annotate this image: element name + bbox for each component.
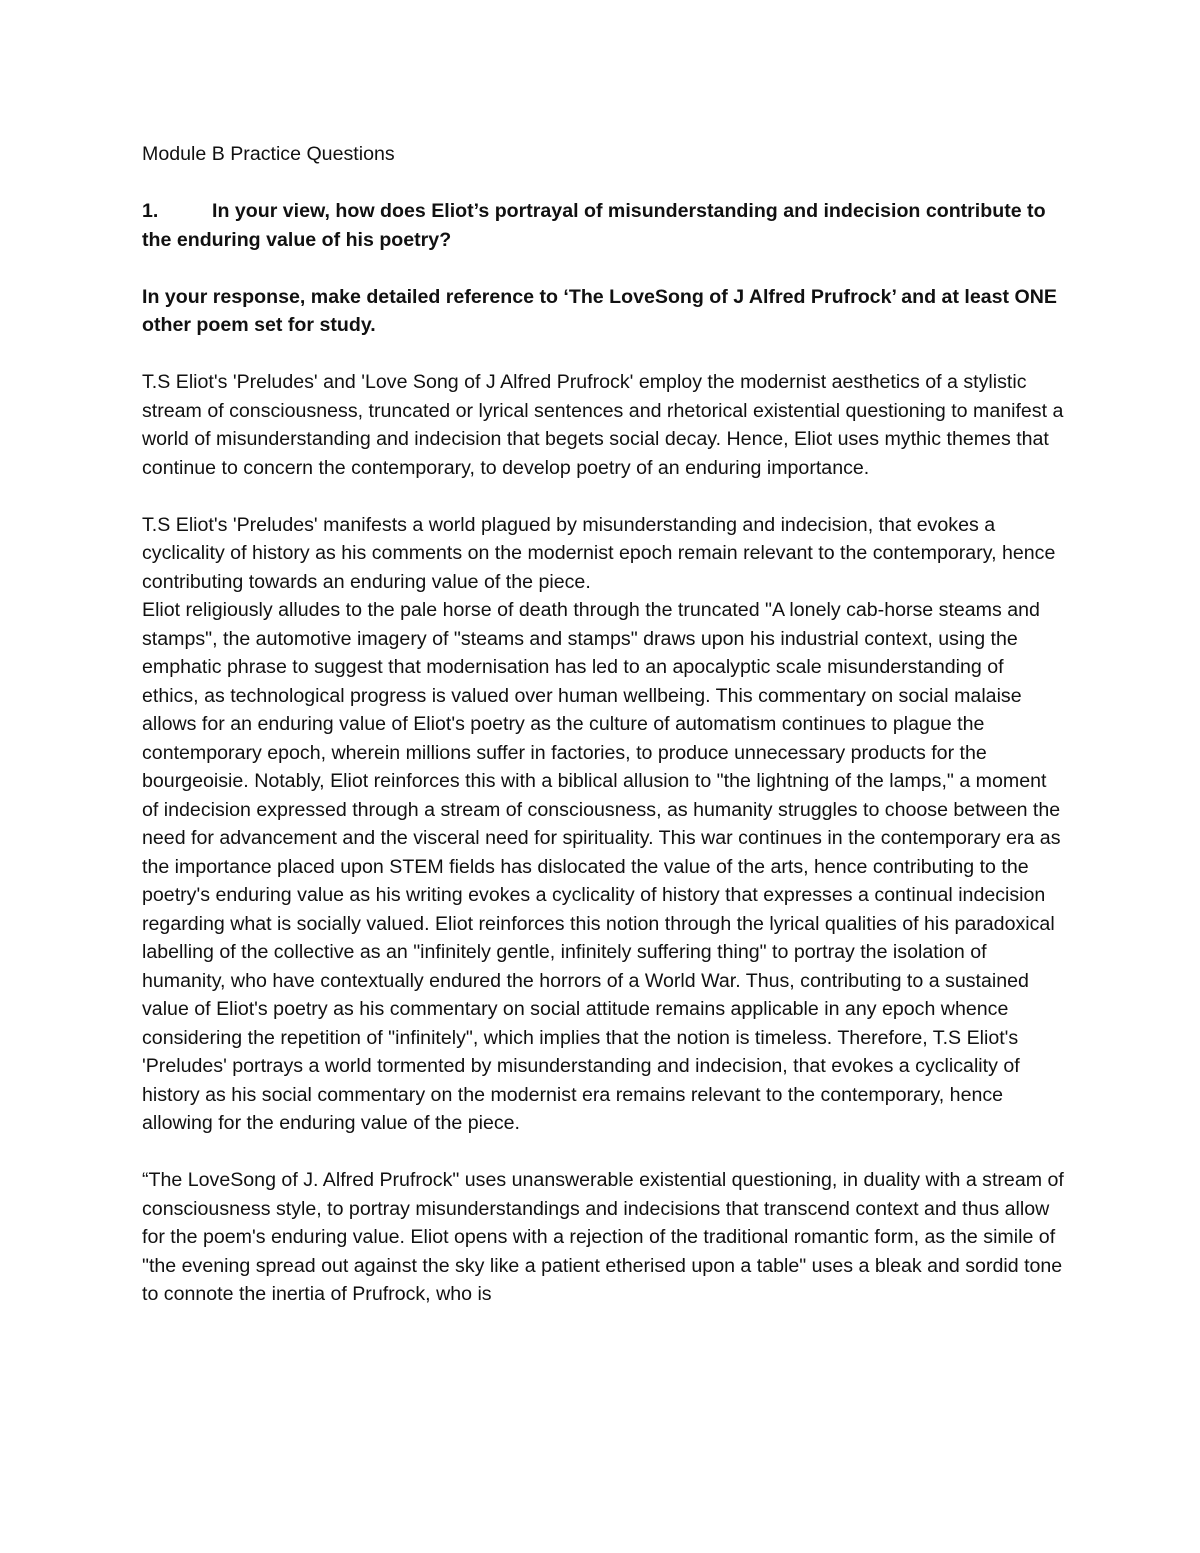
document-body [142, 140, 1064, 1309]
paragraph-prufrock: “The LoveSong of J. Alfred Prufrock" uses unanswerable existential questioning, in duality with a stream of consciousness style, to portray misunderstandings and indecisions that transcend context and thus allow for the poem's enduring value. Eliot opens with a rejection of the traditional romantic form, as the simile of "the evening spread out against the sky like a patient etherised upon a table" uses a bleak and sordid tone to connote the inertia of Prufrock, who is [142, 1169, 1064, 1305]
paragraph-spacer [142, 1138, 1064, 1167]
question-1 [142, 197, 1064, 254]
paragraph-spacer [142, 482, 1064, 511]
paragraph-preludes-topic: T.S Eliot's 'Preludes' manifests a world plagued by misunderstanding and indecision, that evokes a cyclicality of history as his comments on the modernist epoch remain relevant to the contemporary, hence contributing towards an enduring value of the piece. [142, 513, 1056, 593]
document-title: Module B Practice Questions [142, 143, 395, 165]
paragraph-preludes-body: Eliot religiously alludes to the pale horse of death through the truncated "A lonely cab-horse steams and stamps", the automotive imagery of "steams and stamps" draws upon his industrial context, using the emphatic phrase to suggest that modernisation has led to an apocalyptic scale misunderstanding of ethics, as technological progress is valued over human wellbeing. This commentary on social malaise allows for an enduring value of Eliot's poetry as the culture of automatism continues to plague the contemporary epoch, wherein millions suffer in factories, to produce unnecessary products for the bourgeoisie. Notably, Eliot reinforces this with a biblical allusion to "the lightning of the lamps," a moment of indecision expressed through a stream of consciousness, as humanity struggles to choose between the need for advancement and the visceral need for spirituality. This war continues in the contemporary era as the importance placed upon STEM fields has dislocated the value of the arts, hence contributing to the poetry's enduring value as his writing evokes a cyclicality of history that expresses a continual indecision regarding what is socially valued. Eliot reinforces this notion through the lyrical qualities of his paradoxical labelling of the collective as an "infinitely gentle, infinitely suffering thing" to portray the isolation of humanity, who have contextually endured the horrors of a World War. Thus, contributing to a sustained value of Eliot's poetry as his commentary on social attitude remains applicable in any epoch whence considering the repetition of "infinitely", which implies that the notion is timeless. Therefore, T.S Eliot's 'Preludes' portrays a world tormented by misunderstanding and indecision, that evokes a cyclicality of history as his social commentary on the modernist era remains relevant to the contemporary, hence allowing for the enduring value of the piece. [142, 599, 1061, 1134]
question-text: In your view, how does Eliot’s portrayal of misunderstanding and indecision contribute to the enduring value of his poetry? [142, 200, 1046, 251]
question-number: 1. [142, 200, 159, 222]
question-instruction: In your response, make detailed reference to ‘The LoveSong of J Alfred Prufrock’ and at least ONE other poem set for study. [142, 285, 1057, 336]
paragraph-introduction: T.S Eliot's 'Preludes' and 'Love Song of J Alfred Prufrock' employ the modernist aesthetics of a stylistic stream of consciousness, truncated or lyrical sentences and rhetorical existential questioning to manifest a world of misunderstanding and indecision that begets social decay. Hence, Eliot uses mythic themes that continue to concern the contemporary, to develop poetry of an enduring importance. [142, 371, 1064, 479]
